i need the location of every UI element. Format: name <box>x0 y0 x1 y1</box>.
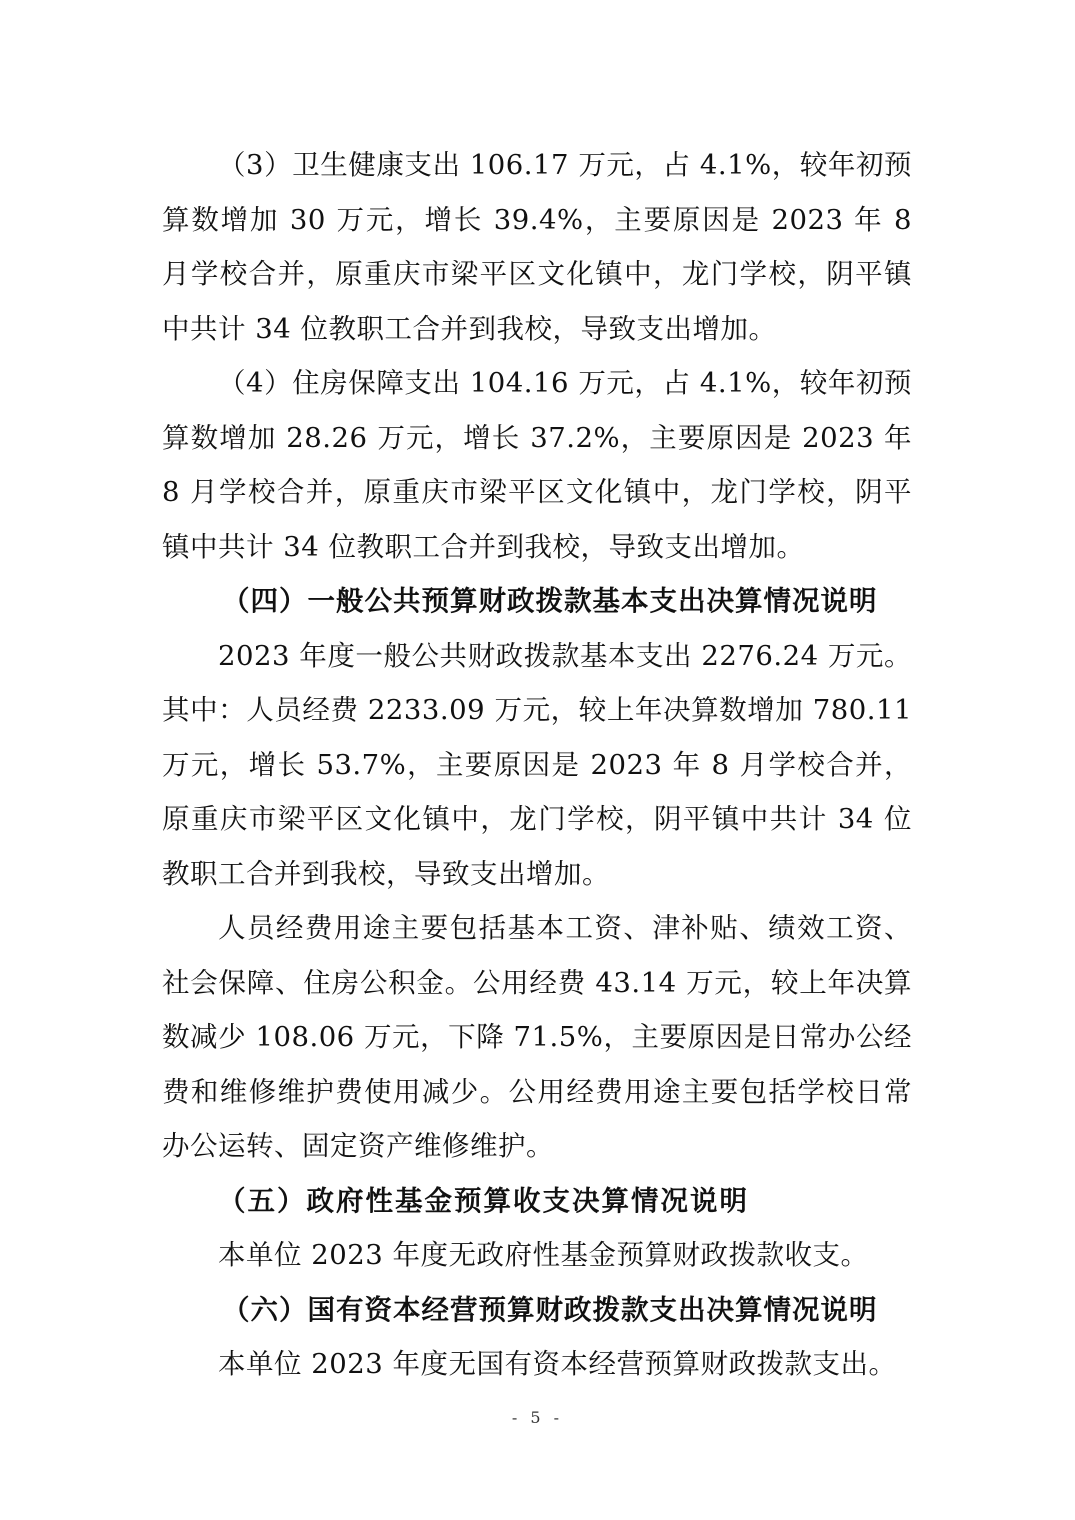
paragraph-state-capital: 本单位 2023 年度无国有资本经营预算财政拨款支出。 <box>218 1348 897 1380</box>
section-heading-government-fund: （五）政府性基金预算收支决算情况说明 <box>218 1184 749 1217</box>
paragraph-health-expenditure: （3）卫生健康支出 106.17 万元，占 4.1%，较年初预算数增加 30 万元，增长 39.4%，主要原因是 2023 年 8 月学校合并，原重庆市梁平区文化镇中，龙门学校，阴平镇中共计 34 位教职工合并到我校，导致支出增加。 <box>162 149 912 345</box>
section-heading-basic-expenditure: （四）一般公共预算财政拨款基本支出决算情况说明 <box>222 585 878 617</box>
page-number: - 5 - <box>511 1408 564 1427</box>
document-body <box>162 138 912 1392</box>
paragraph-government-fund: 本单位 2023 年度无政府性基金预算财政拨款收支。 <box>218 1239 869 1271</box>
paragraph-housing-expenditure: （4）住房保障支出 104.16 万元，占 4.1%，较年初预算数增加 28.26 万元，增长 37.2%，主要原因是 2023 年 8 月学校合并，原重庆市梁平区文化镇中，龙门学校，阴平镇中共计 34 位教职工合并到我校，导致支出增加。 <box>162 367 912 563</box>
section-heading-state-capital: （六）国有资本经营预算财政拨款支出决算情况说明 <box>222 1293 878 1326</box>
paragraph-basic-expenditure-public: 人员经费用途主要包括基本工资、津补贴、绩效工资、社会保障、住房公积金。公用经费 43.14 万元，较上年决算数减少 108.06 万元，下降 71.5%，主要原因是日常办公经费和维修维护费使用减少。公用经费用途主要包括学校日常办公运转、固定资产维修维护。 <box>162 912 912 1162</box>
paragraph-basic-expenditure-personnel: 2023 年度一般公共财政拨款基本支出 2276.24 万元。其中：人员经费 2233.09 万元，较上年决算数增加 780.11 万元，增长 53.7%，主要原因是 2023 年 8 月学校合并，原重庆市梁平区文化镇中，龙门学校，阴平镇中共计 34 位教职工合并到我校，导致支出增加。 <box>162 639 912 890</box>
